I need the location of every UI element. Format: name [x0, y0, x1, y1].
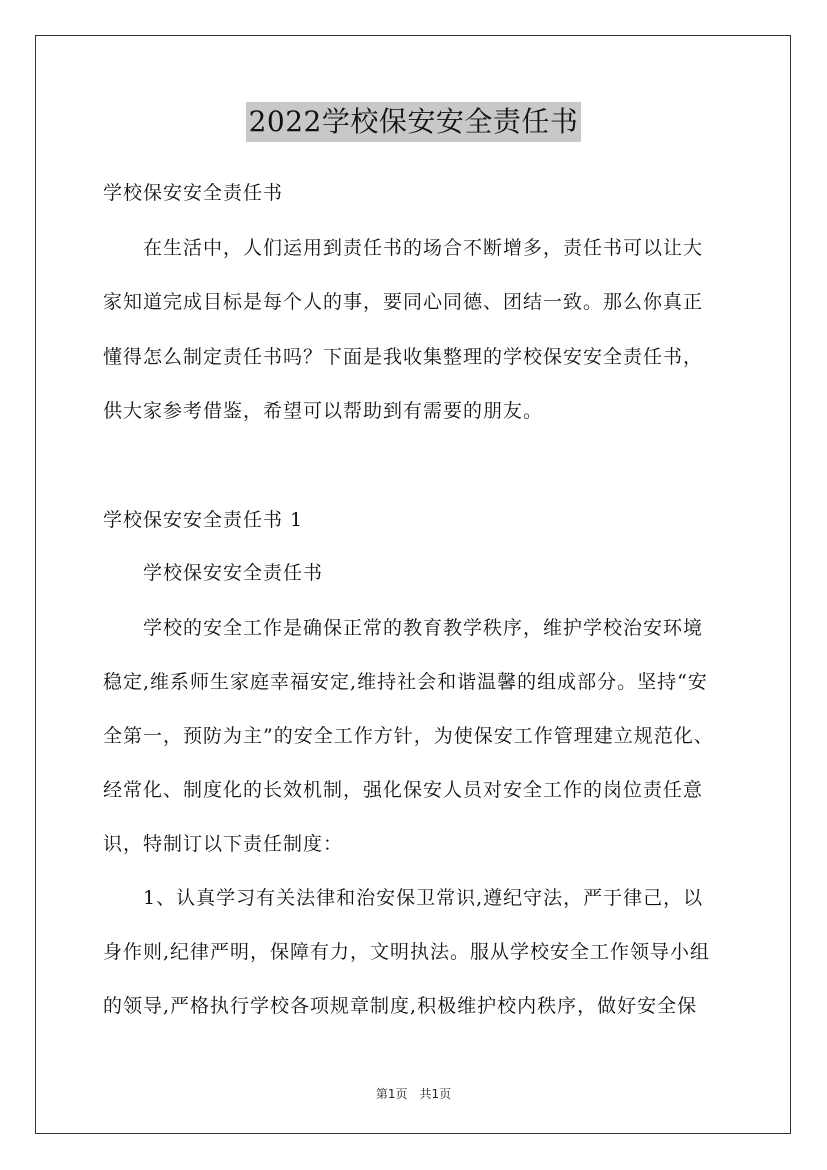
sub-heading: 学校保安安全责任书 [143, 562, 324, 584]
page-number: 第1页 共1页 [375, 1087, 452, 1101]
paragraph-line: 的领导,严格执行学校各项规章制度,积极维护校内秩序，做好安全保 [103, 995, 698, 1017]
paragraph-line: 全第一，预防为主”的安全工作方针，为使保安工作管理建立规范化、 [103, 725, 714, 747]
paragraph-line: 经常化、制度化的长效机制，强化保安人员对安全工作的岗位责任意 [103, 779, 704, 801]
paragraph-line: 供大家参考借鉴，希望可以帮助到有需要的朋友。 [103, 400, 544, 422]
paragraph-line: 身作则,纪律严明，保障有力，文明执法。服从学校安全工作领导小组 [103, 941, 711, 963]
paragraph-line: 1、认真学习有关法律和治安保卫常识,遵纪守法，严于律己，以 [143, 887, 704, 909]
paragraph-line: 家知道完成目标是每个人的事，要同心同德、团结一致。那么你真正 [103, 291, 704, 313]
paragraph-line: 学校的安全工作是确保正常的教育教学秩序，维护学校治安环境 [143, 617, 704, 639]
paragraph-line: 在生活中，人们运用到责任书的场合不断增多，责任书可以让大 [143, 237, 704, 259]
document-title: 2022学校保安安全责任书 [246, 102, 582, 142]
paragraph-line: 稳定,维系师生家庭幸福安定,维持社会和谐温馨的组成部分。坚持“安 [103, 671, 708, 693]
paragraph-line: 懂得怎么制定责任书吗？下面是我收集整理的学校保安安全责任书， [103, 346, 704, 368]
paragraph-line: 识，特制订以下责任制度： [103, 833, 344, 855]
title-container [0, 102, 827, 142]
section-heading: 学校保安安全责任书 1 [103, 509, 304, 531]
section-heading: 学校保安安全责任书 [103, 182, 284, 204]
